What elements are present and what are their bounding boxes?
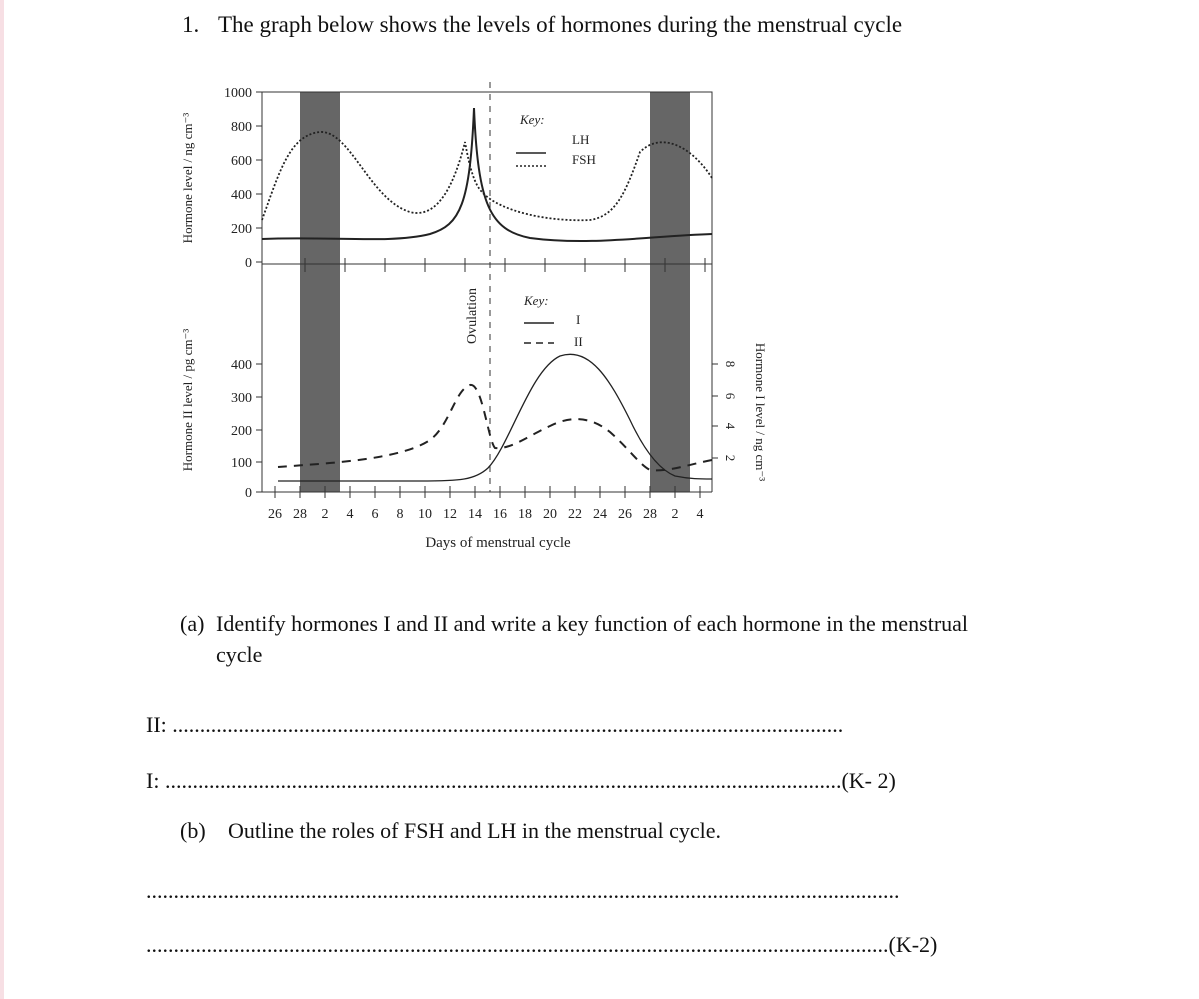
top-ytick-label: 400: [231, 188, 252, 203]
x-tick-label: 20: [543, 507, 557, 522]
part-b-question: [180, 818, 721, 844]
bottom-right-ticks: [712, 364, 718, 458]
x-tick-labels: [268, 507, 704, 522]
part-b-dots-2: .......................................................................................................................................: [146, 932, 889, 957]
part-a-text-line2: cycle: [216, 642, 263, 667]
x-tick-label: 2: [671, 507, 679, 522]
x-tick-label: 28: [293, 507, 307, 522]
bottom-key-ii: II: [574, 334, 583, 349]
menstruation-band: [300, 92, 340, 492]
part-b-marks: (K-2): [888, 932, 938, 957]
ovulation-label: Ovulation: [465, 288, 480, 344]
bottom-left-ytick-label: 0: [245, 486, 252, 501]
x-axis-label: Days of menstrual cycle: [425, 535, 571, 551]
x-tick-label: 26: [618, 507, 632, 522]
part-a-question: [180, 608, 1050, 670]
x-tick-label: 2: [321, 507, 329, 522]
question-text: The graph below shows the levels of hormones during the menstrual cycle: [218, 12, 903, 37]
x-tick-label: 4: [346, 507, 354, 522]
answer-ii-dots: ..........................................................................................................................: [172, 712, 844, 737]
answer-i-label: I:: [146, 768, 160, 793]
answer-ii-label: II:: [146, 712, 167, 737]
answer-i-dots: ...........................................................................................................................: [164, 768, 842, 793]
x-tick-label: 22: [568, 507, 582, 522]
top-ylabel: Hormone level / ng cm⁻³: [180, 112, 195, 244]
x-tick-label: 14: [468, 507, 482, 522]
answer-line-i[interactable]: [146, 768, 896, 794]
question-title: [182, 12, 902, 38]
x-tick-label: 10: [418, 507, 432, 522]
bottom-right-ytick-label: 8: [723, 360, 738, 368]
answer-line-ii[interactable]: [146, 712, 843, 738]
part-b-label: (b): [180, 818, 206, 843]
x-tick-label: 24: [593, 507, 607, 522]
part-b-text: Outline the roles of FSH and LH in the menstrual cycle.: [228, 818, 722, 843]
part-b-answer-line-1[interactable]: [146, 878, 900, 904]
x-tick-label: 8: [396, 507, 404, 522]
bottom-left-ytick-label: 400: [231, 358, 252, 373]
bottom-right-ytick-label: 6: [723, 392, 738, 400]
part-b-answer-line-2[interactable]: [146, 932, 937, 958]
bottom-right-ytick-label: 4: [723, 422, 738, 430]
x-tick-label: 26: [268, 507, 282, 522]
bottom-left-ticks: [256, 364, 262, 492]
hormone-ii-curve: [278, 385, 712, 470]
hormone-graph: [170, 60, 790, 560]
top-ytick-label: 1000: [224, 86, 252, 101]
part-a-text-line1: Identify hormones I and II and write a key function of each hormone in the menstrual: [216, 611, 969, 636]
x-tick-label: 4: [696, 507, 704, 522]
part-b-dots-1: .........................................................................................................................................: [146, 878, 900, 903]
top-y-ticks: [256, 92, 262, 262]
x-tick-label: 16: [493, 507, 507, 522]
x-tick-label: 18: [518, 507, 532, 522]
x-tick-label: 12: [443, 507, 457, 522]
top-ytick-label: 800: [231, 120, 252, 135]
top-ytick-label: 600: [231, 154, 252, 169]
top-key-fsh: FSH: [572, 152, 596, 167]
bottom-right-ytick-label: 2: [723, 454, 738, 462]
bottom-left-ylabel: Hormone II level / pg cm⁻³: [180, 328, 195, 472]
top-ytick-label: 200: [231, 222, 252, 237]
x-tick-label: 6: [371, 507, 379, 522]
part-a-label: (a): [180, 611, 205, 636]
bottom-left-ytick-label: 200: [231, 424, 252, 439]
page-edge: [0, 0, 4, 999]
middle-ticks: [305, 258, 705, 272]
bottom-right-ylabel: Hormone I level / ng cm⁻³: [753, 342, 768, 482]
top-ytick-label: 0: [245, 256, 252, 271]
x-tick-label: 28: [643, 507, 657, 522]
top-key-title: Key:: [520, 112, 545, 127]
question-number: 1.: [182, 12, 200, 37]
menstruation-band: [650, 92, 690, 492]
bottom-key-i: I: [576, 312, 581, 327]
answer-i-marks: (K- 2): [841, 768, 896, 793]
bottom-key-title: Key:: [524, 293, 549, 308]
bottom-left-ytick-label: 100: [231, 456, 252, 471]
top-key-lh: LH: [572, 132, 590, 147]
bottom-left-ytick-label: 300: [231, 391, 252, 406]
